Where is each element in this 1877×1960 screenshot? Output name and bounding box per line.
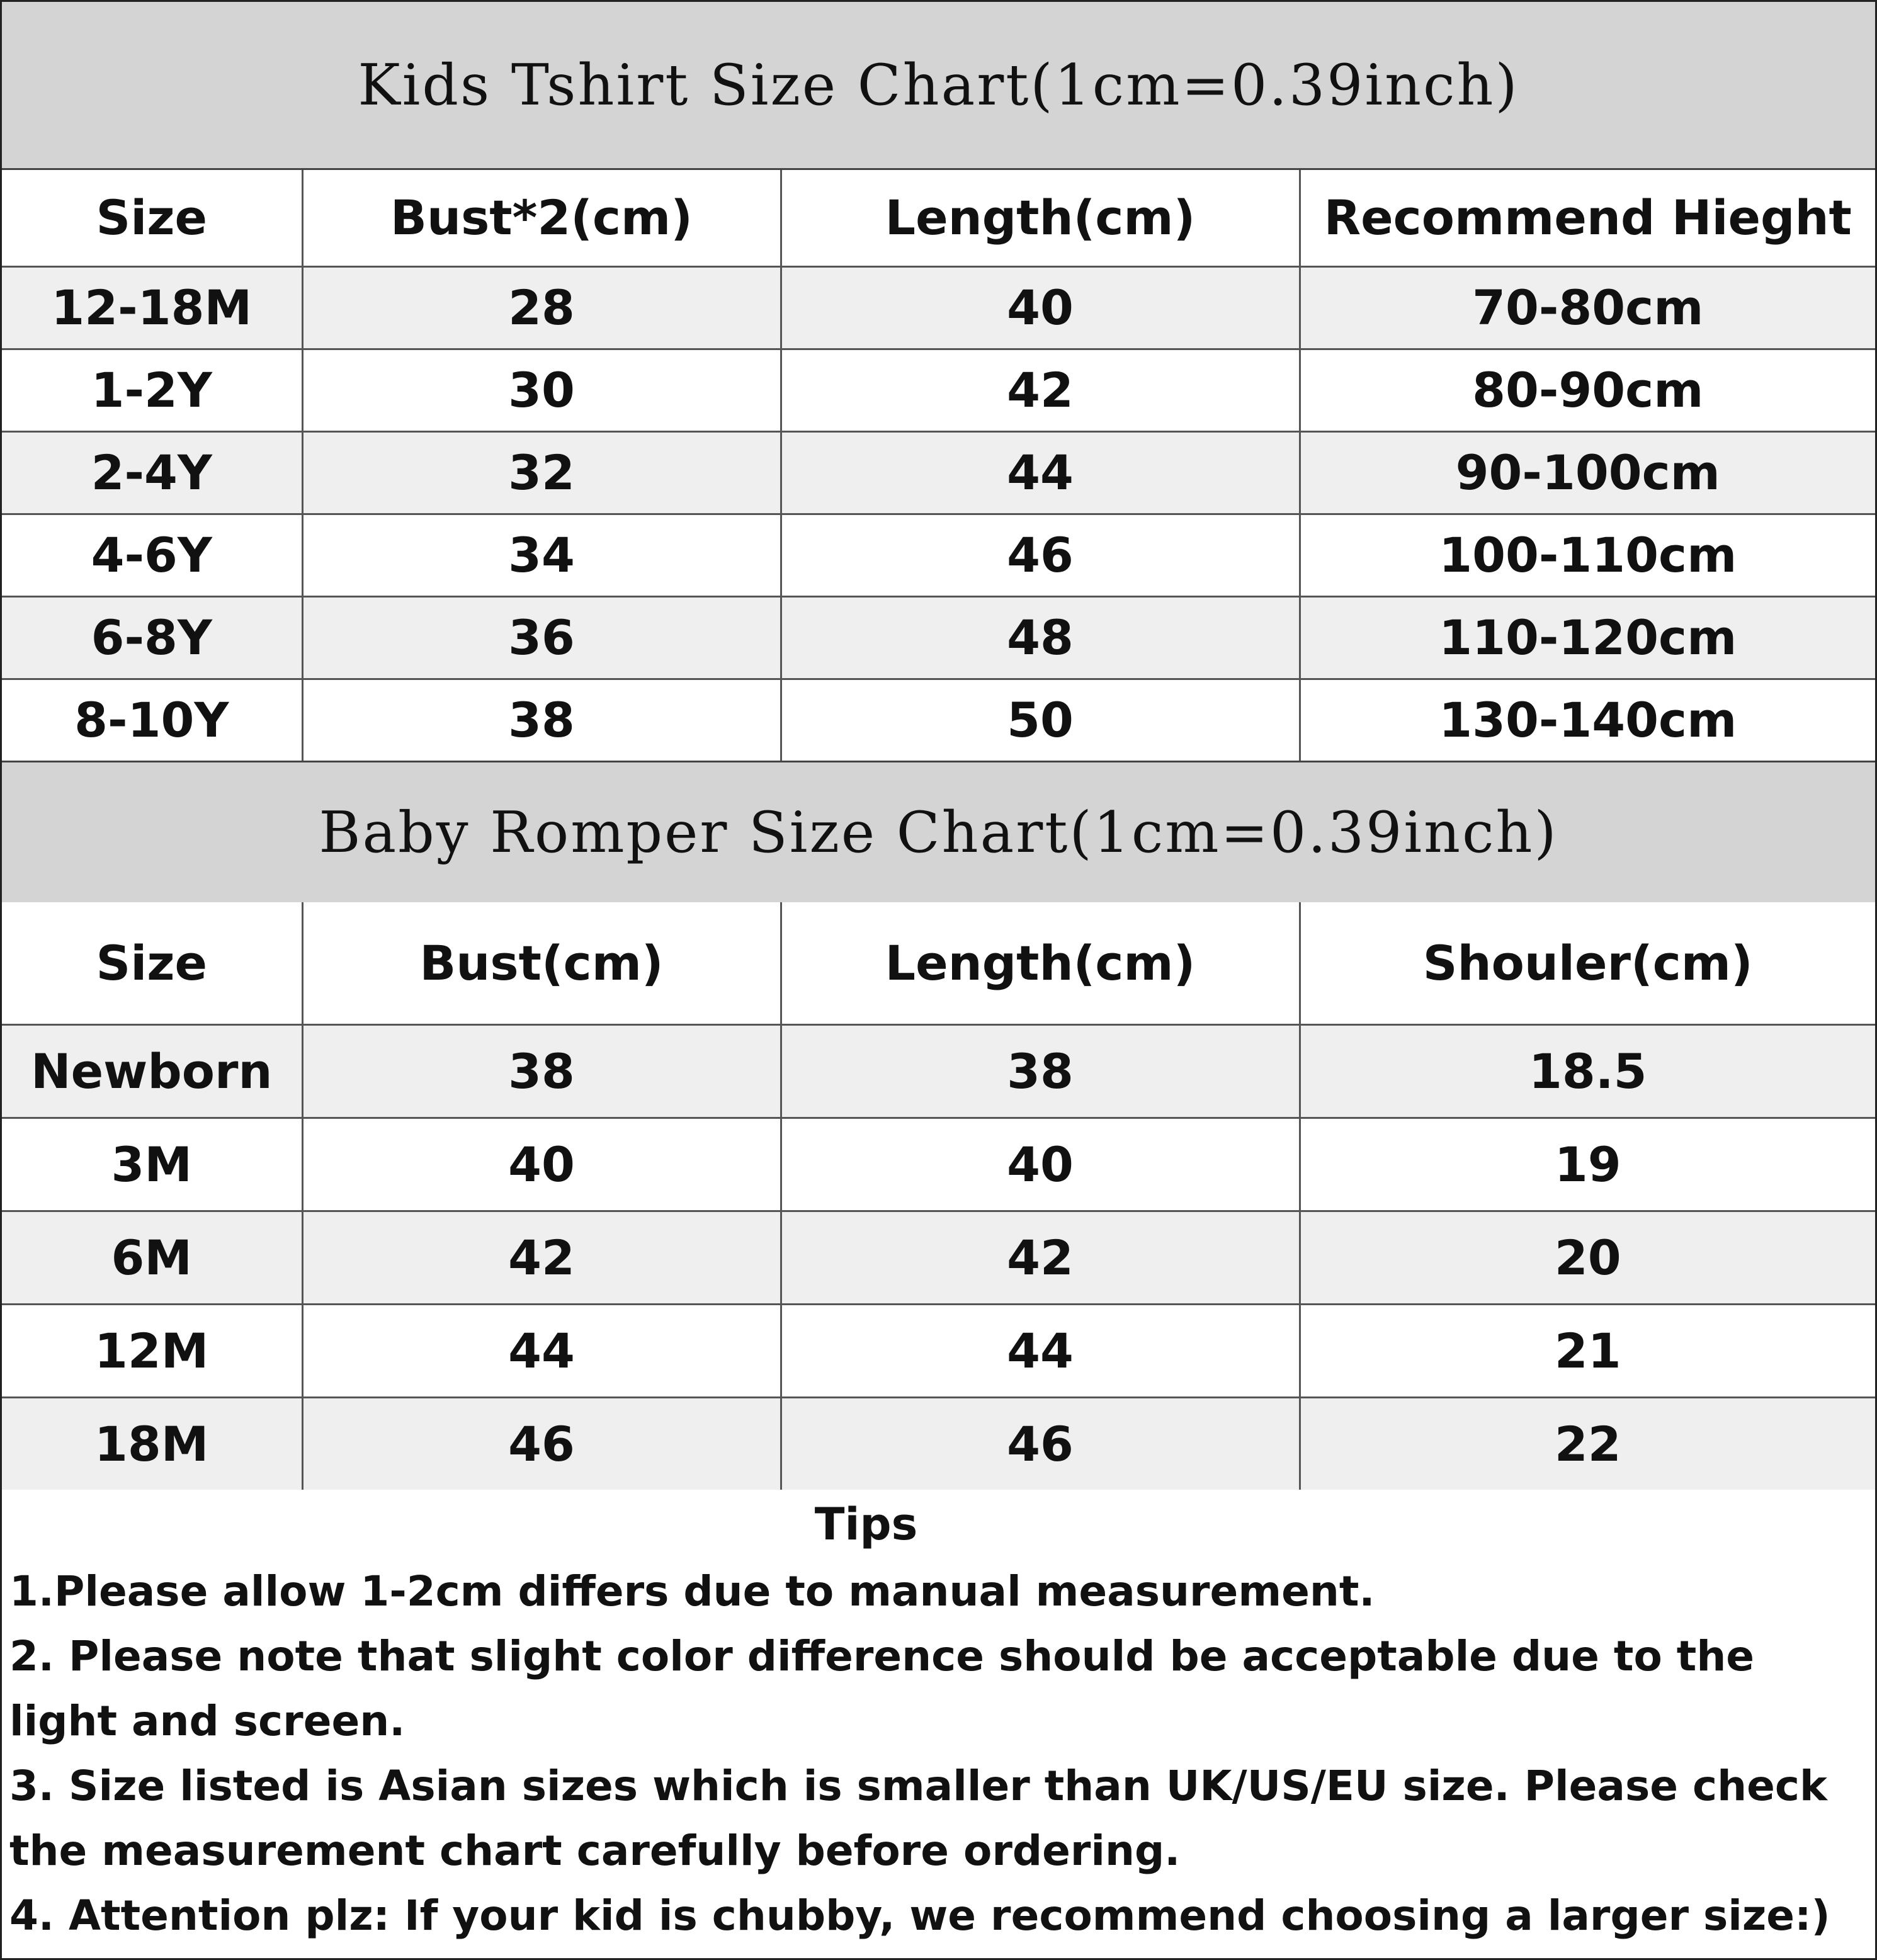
cell-size: 18M — [2, 1398, 302, 1491]
tip-line: 1.Please allow 1-2cm differs due to manual measurement. — [9, 1567, 1375, 1616]
tip-line: 3. Size listed is Asian sizes which is smaller than UK/US/EU size. Please check — [9, 1762, 1827, 1810]
kids-tshirt-size-table — [2, 170, 1875, 762]
baby-romper-title: Baby Romper Size Chart(1cm=0.39inch) — [2, 761, 1875, 904]
table-row — [2, 1398, 1875, 1491]
cell-length: 50 — [781, 679, 1300, 762]
table-row — [2, 679, 1875, 762]
cell-length: 46 — [781, 514, 1300, 597]
cell-bust: 32 — [302, 432, 781, 514]
table-row — [2, 432, 1875, 514]
cell-height: 130-140cm — [1300, 679, 1875, 762]
header-length: Length(cm) — [781, 170, 1300, 267]
header-recommend-height: Recommend Hieght — [1300, 170, 1875, 267]
cell-size: Newborn — [2, 1025, 302, 1118]
cell-size: 6M — [2, 1211, 302, 1305]
cell-shoulder: 22 — [1300, 1398, 1875, 1491]
cell-height: 90-100cm — [1300, 432, 1875, 514]
table-row — [2, 1118, 1875, 1211]
table-header-row — [2, 170, 1875, 267]
cell-length: 40 — [781, 267, 1300, 349]
cell-length: 38 — [781, 1025, 1300, 1118]
cell-bust: 28 — [302, 267, 781, 349]
table-row — [2, 1211, 1875, 1305]
cell-height: 70-80cm — [1300, 267, 1875, 349]
cell-size: 3M — [2, 1118, 302, 1211]
cell-bust: 42 — [302, 1211, 781, 1305]
header-length: Length(cm) — [781, 902, 1300, 1025]
cell-length: 40 — [781, 1118, 1300, 1211]
table-row — [2, 267, 1875, 349]
baby-romper-size-table — [2, 902, 1875, 1492]
cell-height: 80-90cm — [1300, 349, 1875, 432]
table-row — [2, 1025, 1875, 1118]
cell-size: 2-4Y — [2, 432, 302, 514]
cell-bust: 38 — [302, 679, 781, 762]
header-shoulder: Shouler(cm) — [1300, 902, 1875, 1025]
cell-size: 12M — [2, 1305, 302, 1398]
cell-shoulder: 19 — [1300, 1118, 1875, 1211]
table-header-row — [2, 902, 1875, 1025]
cell-length: 48 — [781, 597, 1300, 679]
tips-title: Tips — [814, 1498, 918, 1550]
tip-line: light and screen. — [9, 1697, 405, 1745]
cell-size: 4-6Y — [2, 514, 302, 597]
cell-height: 110-120cm — [1300, 597, 1875, 679]
cell-length: 42 — [781, 349, 1300, 432]
cell-length: 44 — [781, 432, 1300, 514]
cell-bust: 44 — [302, 1305, 781, 1398]
cell-size: 12-18M — [2, 267, 302, 349]
header-size: Size — [2, 170, 302, 267]
cell-shoulder: 18.5 — [1300, 1025, 1875, 1118]
cell-size: 6-8Y — [2, 597, 302, 679]
cell-bust: 40 — [302, 1118, 781, 1211]
cell-height: 100-110cm — [1300, 514, 1875, 597]
cell-length: 42 — [781, 1211, 1300, 1305]
tip-line: 4. Attention plz: If your kid is chubby, we recommend choosing a larger size:) — [9, 1891, 1830, 1940]
cell-shoulder: 21 — [1300, 1305, 1875, 1398]
table-row — [2, 1305, 1875, 1398]
table-row — [2, 349, 1875, 432]
cell-bust: 36 — [302, 597, 781, 679]
cell-bust: 30 — [302, 349, 781, 432]
tips-section — [2, 1490, 1875, 1958]
cell-bust: 34 — [302, 514, 781, 597]
table-row — [2, 597, 1875, 679]
header-size: Size — [2, 902, 302, 1025]
cell-shoulder: 20 — [1300, 1211, 1875, 1305]
cell-size: 8-10Y — [2, 679, 302, 762]
tip-line: the measurement chart carefully before ordering. — [9, 1827, 1181, 1875]
header-bust: Bust*2(cm) — [302, 170, 781, 267]
tip-line: 2. Please note that slight color difference should be acceptable due to the — [9, 1632, 1755, 1680]
cell-bust: 46 — [302, 1398, 781, 1491]
cell-length: 46 — [781, 1398, 1300, 1491]
cell-length: 44 — [781, 1305, 1300, 1398]
table-row — [2, 514, 1875, 597]
kids-tshirt-title: Kids Tshirt Size Chart(1cm=0.39inch) — [2, 2, 1875, 170]
cell-bust: 38 — [302, 1025, 781, 1118]
header-bust: Bust(cm) — [302, 902, 781, 1025]
cell-size: 1-2Y — [2, 349, 302, 432]
